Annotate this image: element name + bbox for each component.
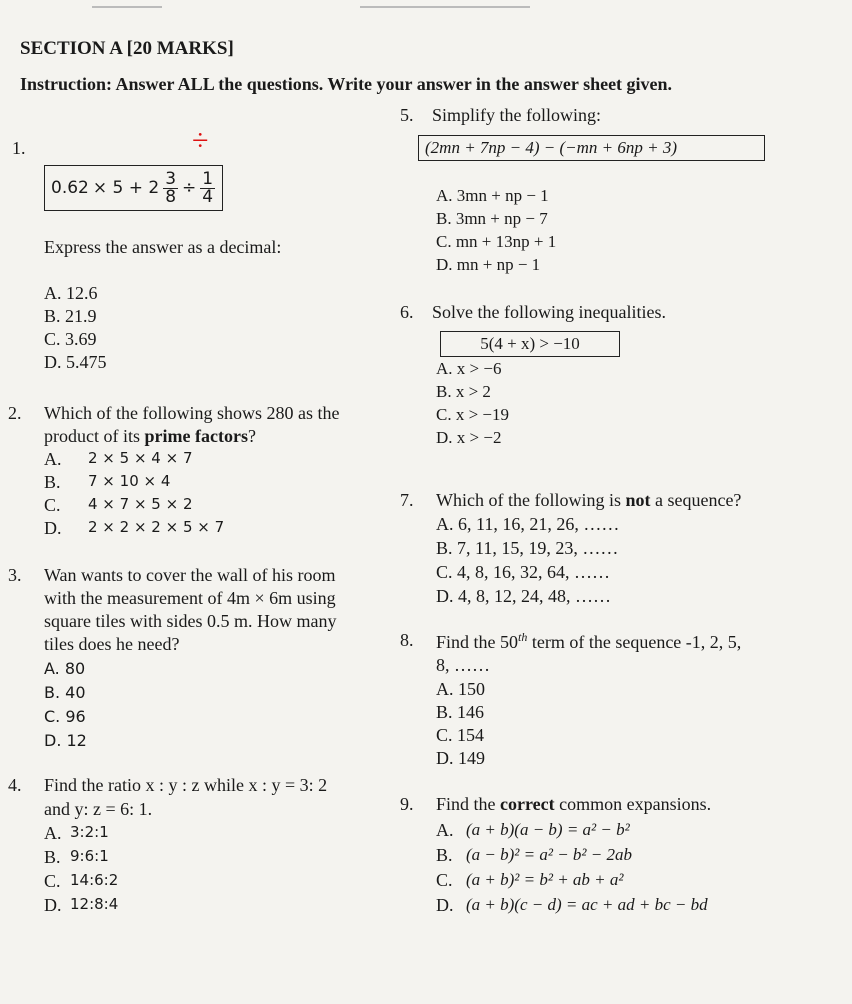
q1-expr-op1: × 5 + 2 (92, 178, 160, 198)
q6-expression-box: 5(4 + x) > −10 (440, 331, 620, 357)
q1-option-d[interactable]: D. 5.475 (44, 352, 107, 372)
q3-option-c[interactable]: C. 96 (44, 707, 86, 726)
q9-option-a[interactable]: A. (a + b)(a − b) = a² − b² (436, 820, 630, 840)
q6-option-c[interactable]: C. x > −19 (436, 405, 510, 424)
q9-option-d[interactable]: D. (a + b)(c − d) = ac + ad + bc − bd (436, 895, 708, 915)
q5-option-a[interactable]: A. 3mn + np − 1 (436, 186, 549, 205)
q5-option-c[interactable]: C. mn + 13np + 1 (436, 232, 557, 251)
q1-option-a[interactable]: A. 12.6 (44, 283, 98, 303)
top-rule-right (360, 6, 530, 8)
q4-option-a[interactable]: A. 3:2:1 (44, 823, 109, 843)
q6-option-d[interactable]: D. x > −2 (436, 428, 502, 447)
q1-prompt: Express the answer as a decimal: (44, 237, 282, 257)
q1-option-c[interactable]: C. 3.69 (44, 329, 97, 349)
q6-option-b[interactable]: B. x > 2 (436, 382, 491, 401)
q8-option-a[interactable]: A. 150 (436, 679, 485, 699)
q7-prompt: Which of the following is not a sequence? (436, 490, 742, 510)
q3-text-line3: square tiles with sides 0.5 m. How many (44, 611, 337, 631)
q7-option-a[interactable]: A. 6, 11, 16, 21, 26, …… (436, 514, 620, 534)
q1-fraction-1: $\frac{3}{8}$ (165, 168, 177, 207)
q1-number: 1. (12, 138, 26, 158)
q7-number: 7. (400, 490, 414, 510)
q1-option-b[interactable]: B. 21.9 (44, 306, 97, 326)
q8-prompt: Find the 50th term of the sequence -1, 2, 5, (436, 630, 742, 652)
q2-number: 2. (8, 403, 22, 423)
q6-option-a[interactable]: A. x > −6 (436, 359, 502, 378)
q1-fraction-2: $\frac{1}{4}$ (202, 168, 214, 207)
q8-option-d[interactable]: D. 149 (436, 748, 485, 768)
q3-option-b[interactable]: B. 40 (44, 683, 86, 702)
q2-option-b[interactable]: B. 7 × 10 × 4 (44, 472, 171, 492)
q9-option-b[interactable]: B. (a − b)² = a² − b² − 2ab (436, 845, 632, 865)
q9-number: 9. (400, 794, 414, 814)
section-title: SECTION A [20 MARKS] (20, 38, 234, 59)
q3-text-line4: tiles does he need? (44, 634, 180, 654)
q5-expression-box: (2mn + 7np − 4) − (−mn + 6np + 3) (418, 135, 765, 161)
q2-text-line1: Which of the following shows 280 as the (44, 403, 340, 423)
q1-expr-op2: ÷ (182, 178, 197, 198)
q5-option-d[interactable]: D. mn + np − 1 (436, 255, 541, 274)
q4-option-c[interactable]: C. 14:6:2 (44, 871, 119, 891)
q8-text-line2: 8, …… (436, 655, 490, 675)
q3-option-d[interactable]: D. 12 (44, 731, 87, 750)
q4-option-b[interactable]: B. 9:6:1 (44, 847, 109, 867)
q3-number: 3. (8, 565, 22, 585)
q8-option-c[interactable]: C. 154 (436, 725, 485, 745)
q4-text-line1: Find the ratio x : y : z while x : y = 3: 2 (44, 775, 328, 795)
q3-option-a[interactable]: A. 80 (44, 659, 86, 678)
q6-prompt: Solve the following inequalities. (432, 302, 666, 322)
q1-expression-box (44, 165, 223, 211)
top-rule-left (92, 6, 162, 8)
q8-number: 8. (400, 630, 414, 650)
handwritten-divide-mark: ÷ (192, 124, 209, 157)
q5-option-b[interactable]: B. 3mn + np − 7 (436, 209, 548, 228)
q1-expr-a: 0.62 (51, 178, 89, 198)
q4-number: 4. (8, 775, 22, 795)
q3-text-line2: with the measurement of 4m × 6m using (44, 588, 336, 608)
q7-option-c[interactable]: C. 4, 8, 16, 32, 64, …… (436, 562, 611, 582)
q2-option-a[interactable]: A. 2 × 5 × 4 × 7 (44, 449, 193, 469)
q7-option-d[interactable]: D. 4, 8, 12, 24, 48, …… (436, 586, 611, 606)
q4-option-d[interactable]: D. 12:8:4 (44, 895, 119, 915)
instruction: Instruction: Answer ALL the questions. Write your answer in the answer sheet given. (20, 74, 673, 94)
q3-text-line1: Wan wants to cover the wall of his room (44, 565, 336, 585)
q2-option-c[interactable]: C. 4 × 7 × 5 × 2 (44, 495, 193, 515)
q2-text-line2: product of its prime factors? (44, 426, 256, 446)
q6-number: 6. (400, 302, 414, 322)
q9-option-c[interactable]: C. (a + b)² = b² + ab + a² (436, 870, 624, 890)
q4-text-line2: and y: z = 6: 1. (44, 799, 153, 819)
q7-option-b[interactable]: B. 7, 11, 15, 19, 23, …… (436, 538, 619, 558)
q5-number: 5. (400, 105, 414, 125)
q2-option-d[interactable]: D. 2 × 2 × 2 × 5 × 7 (44, 518, 225, 538)
q8-option-b[interactable]: B. 146 (436, 702, 485, 722)
q5-prompt: Simplify the following: (432, 105, 601, 125)
q9-prompt: Find the correct common expansions. (436, 794, 712, 814)
